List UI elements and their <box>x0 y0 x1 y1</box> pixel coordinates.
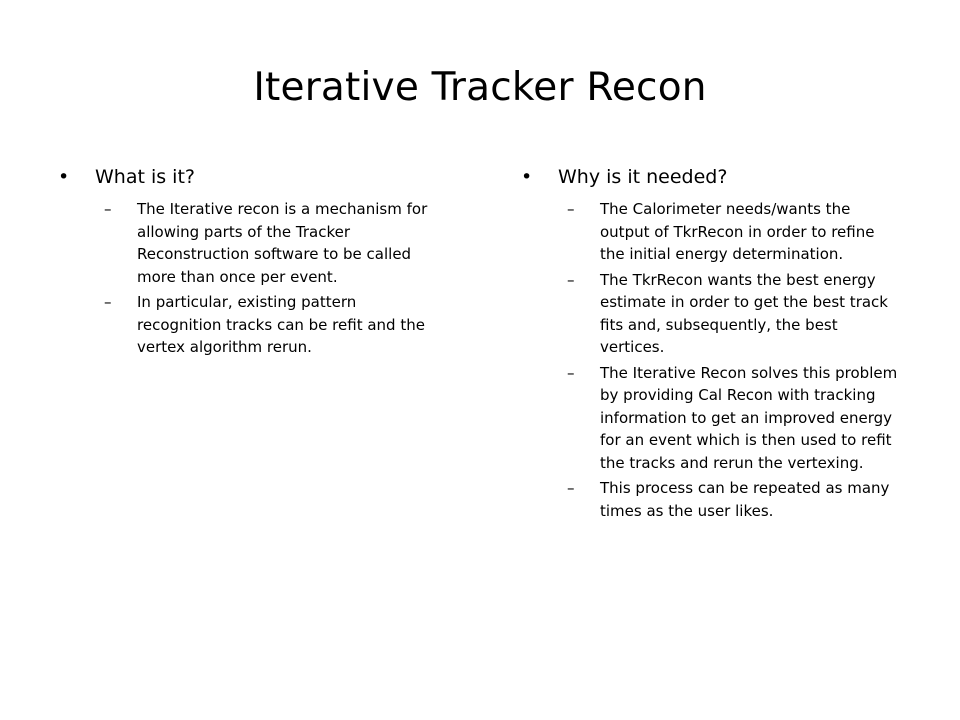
bullet-heading-what-is-it: What is it? <box>95 166 195 188</box>
sub-bullet <box>521 269 901 359</box>
bullet-what-is-it <box>58 164 438 190</box>
sub-bullet-text: The Iterative recon is a mechanism for allowing parts of the Tracker Reconstruction software to be called more than once per event. <box>137 200 428 286</box>
dash-icon: – <box>567 270 575 289</box>
sub-bullet-text: This process can be repeated as many times as the user likes. <box>600 479 890 520</box>
sub-bullet-text: The Calorimeter needs/wants the output of TkrRecon in order to refine the initial energy determination. <box>600 200 875 263</box>
dash-icon: – <box>104 293 112 311</box>
bullet-heading-why-needed: Why is it needed? <box>558 166 728 188</box>
bullet-icon: • <box>521 166 533 188</box>
sub-bullet-text: In particular, existing pattern recognition tracks can be refit and the vertex algorithm rerun. <box>137 293 425 356</box>
sub-bullet-text: The TkrRecon wants the best energy estimate in order to get the best track fits and, subsequently, the best vertices. <box>600 270 888 356</box>
right-column <box>521 164 901 525</box>
dash-icon: – <box>104 200 112 218</box>
sub-bullet <box>521 477 901 522</box>
sub-bullet <box>58 198 438 288</box>
bullet-why-needed <box>521 164 901 190</box>
slide-title: Iterative Tracker Recon <box>253 65 707 110</box>
left-column <box>58 164 438 362</box>
dash-icon: – <box>567 200 575 218</box>
dash-icon: – <box>567 363 575 382</box>
sub-bullet <box>58 291 438 359</box>
dash-icon: – <box>567 479 575 497</box>
bullet-icon: • <box>58 166 70 188</box>
sub-bullet <box>521 198 901 266</box>
sub-bullet <box>521 362 901 475</box>
sub-bullet-text: The Iterative Recon solves this problem by providing Cal Recon with tracking information to get an improved energy for an event which is then used to refit the tracks and rerun the vertexing. <box>600 363 898 472</box>
